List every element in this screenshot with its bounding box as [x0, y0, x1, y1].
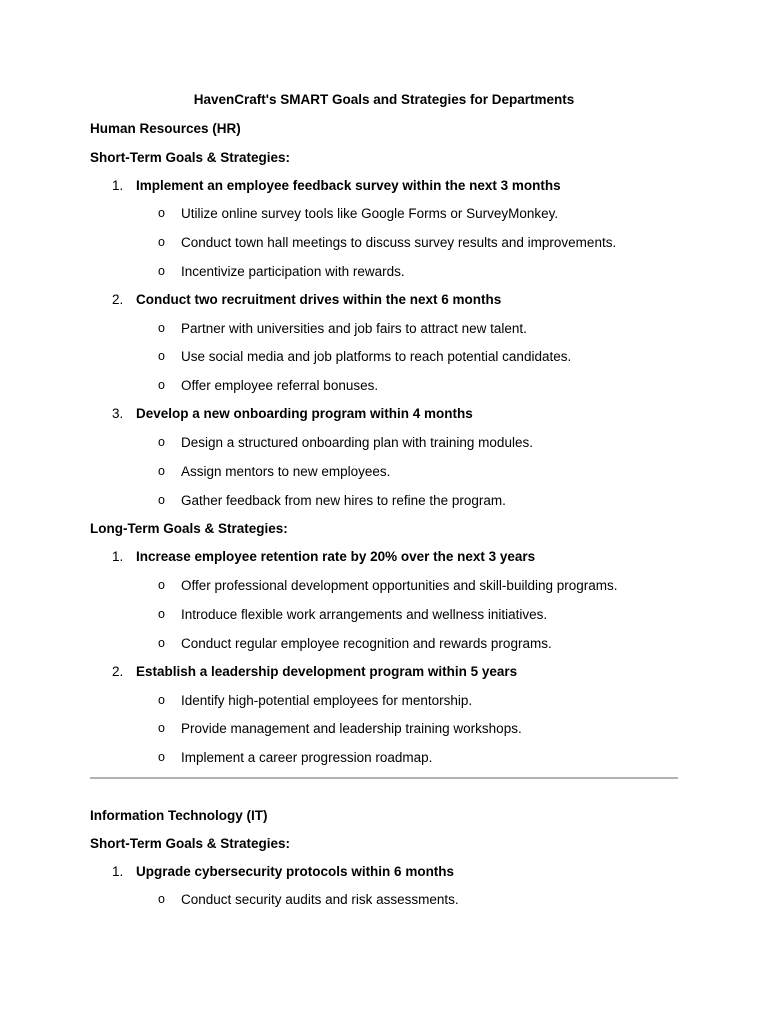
goal-title: Implement an employee feedback survey within the next 3 months [136, 178, 561, 193]
strategy-item: Identify high-potential employees for mentorship. [181, 693, 473, 708]
goal-number: 2. [112, 292, 124, 307]
bullet-icon: o [158, 264, 165, 278]
goal-title: Conduct two recruitment drives within the next 6 months [136, 292, 502, 307]
goal-title: Develop a new onboarding program within 4 months [136, 406, 473, 421]
hr-section-heading: Human Resources (HR) [90, 121, 241, 136]
strategy-item: Incentivize participation with rewards. [181, 264, 405, 279]
bullet-icon: o [158, 235, 165, 249]
bullet-icon: o [158, 607, 165, 621]
strategy-item: Assign mentors to new employees. [181, 464, 391, 479]
it-short-term-heading: Short-Term Goals & Strategies: [90, 836, 291, 851]
strategy-item: Offer professional development opportunities and skill-building programs. [181, 578, 618, 593]
goal-number: 3. [112, 406, 124, 421]
strategy-item: Implement a career progression roadmap. [181, 750, 433, 765]
strategy-item: Provide management and leadership training workshops. [181, 721, 522, 736]
strategy-item: Partner with universities and job fairs to attract new talent. [181, 321, 527, 336]
hr-short-term-heading: Short-Term Goals & Strategies: [90, 150, 291, 165]
strategy-item: Gather feedback from new hires to refine the program. [181, 493, 506, 508]
goal-number: 2. [112, 664, 124, 679]
bullet-icon: o [158, 206, 165, 220]
strategy-item: Conduct town hall meetings to discuss survey results and improvements. [181, 235, 617, 250]
strategy-item: Use social media and job platforms to reach potential candidates. [181, 349, 572, 364]
strategy-item: Conduct regular employee recognition and rewards programs. [181, 636, 552, 651]
goal-number: 1. [112, 178, 124, 193]
strategy-item: Utilize online survey tools like Google Forms or SurveyMonkey. [181, 206, 559, 221]
bullet-icon: o [158, 378, 165, 392]
strategy-item: Introduce flexible work arrangements and wellness initiatives. [181, 607, 548, 622]
bullet-icon: o [158, 349, 165, 363]
bullet-icon: o [158, 435, 165, 449]
goal-number: 1. [112, 864, 124, 879]
bullet-icon: o [158, 493, 165, 507]
section-divider [90, 777, 678, 779]
bullet-icon: o [158, 636, 165, 650]
bullet-icon: o [158, 464, 165, 478]
goal-title: Upgrade cybersecurity protocols within 6 months [136, 864, 455, 879]
strategy-item: Design a structured onboarding plan with training modules. [181, 435, 533, 450]
bullet-icon: o [158, 578, 165, 592]
goal-title: Establish a leadership development program within 5 years [136, 664, 518, 679]
bullet-icon: o [158, 750, 165, 764]
goal-number: 1. [112, 549, 124, 564]
goal-title: Increase employee retention rate by 20% over the next 3 years [136, 549, 536, 564]
hr-long-term-heading: Long-Term Goals & Strategies: [90, 521, 288, 536]
it-section-heading: Information Technology (IT) [90, 808, 268, 823]
document-title: HavenCraft's SMART Goals and Strategies for Departments [193, 92, 575, 107]
bullet-icon: o [158, 721, 165, 735]
strategy-item: Offer employee referral bonuses. [181, 378, 379, 393]
bullet-icon: o [158, 321, 165, 335]
strategy-item: Conduct security audits and risk assessments. [181, 892, 459, 907]
bullet-icon: o [158, 892, 165, 906]
bullet-icon: o [158, 693, 165, 707]
